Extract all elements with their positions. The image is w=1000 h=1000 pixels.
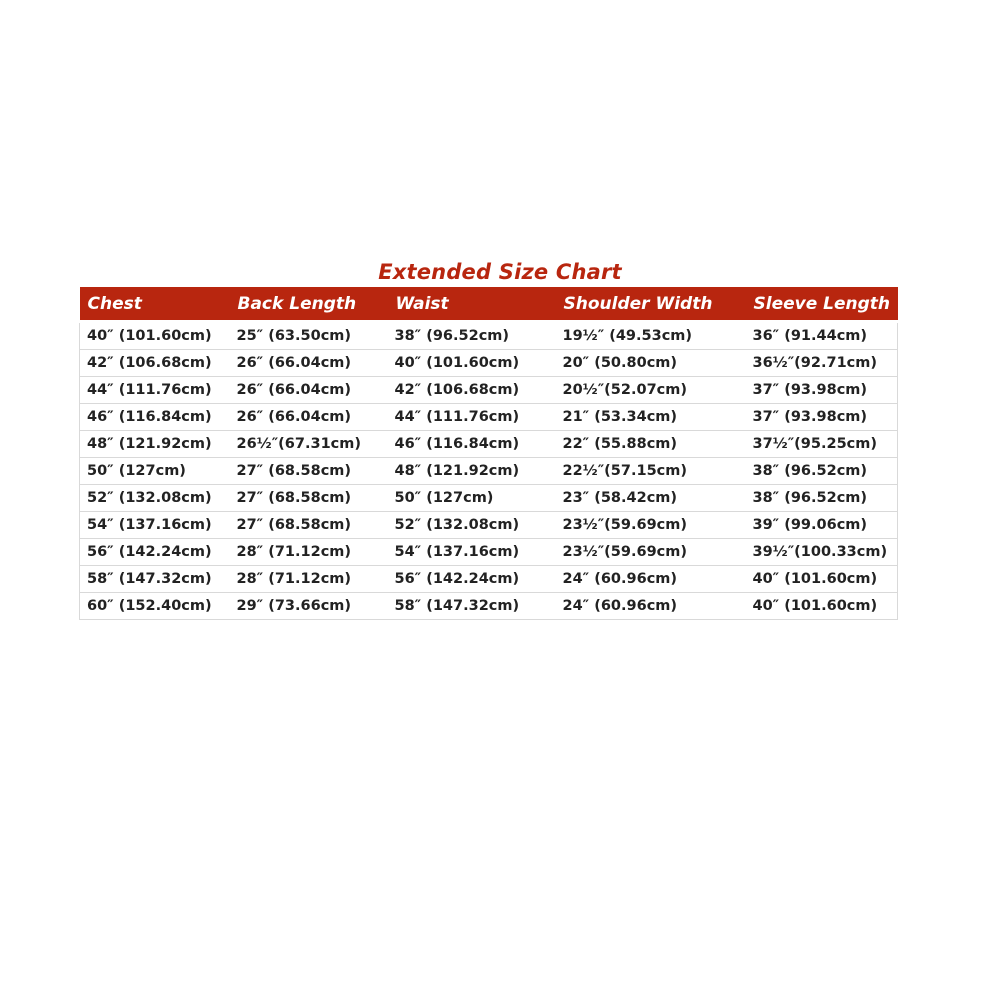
cell-sleeve-length: 36″ (91.44cm) [746,322,898,350]
cell-back-length: 28″ (71.12cm) [230,566,388,593]
cell-shoulder-width: 22″ (55.88cm) [556,431,746,458]
cell-sleeve-length: 37″ (93.98cm) [746,404,898,431]
cell-back-length: 26½″(67.31cm) [230,431,388,458]
cell-waist: 38″ (96.52cm) [388,322,556,350]
cell-chest: 46″ (116.84cm) [80,404,230,431]
cell-back-length: 27″ (68.58cm) [230,485,388,512]
chart-title: Extended Size Chart [378,260,622,284]
cell-shoulder-width: 20½″(52.07cm) [556,377,746,404]
table-row [80,350,898,377]
header-chest: Chest [80,287,230,322]
cell-chest: 60″ (152.40cm) [80,593,230,620]
table-body [80,322,898,620]
table-row [80,377,898,404]
cell-shoulder-width: 21″ (53.34cm) [556,404,746,431]
cell-waist: 40″ (101.60cm) [388,350,556,377]
table-row [80,512,898,539]
table-row [80,404,898,431]
header-back-length: Back Length [230,287,388,322]
cell-waist: 48″ (121.92cm) [388,458,556,485]
cell-sleeve-length: 40″ (101.60cm) [746,593,898,620]
cell-sleeve-length: 38″ (96.52cm) [746,458,898,485]
cell-chest: 54″ (137.16cm) [80,512,230,539]
table-row [80,485,898,512]
cell-shoulder-width: 22½″(57.15cm) [556,458,746,485]
header-waist: Waist [388,287,556,322]
cell-waist: 42″ (106.68cm) [388,377,556,404]
cell-chest: 56″ (142.24cm) [80,539,230,566]
cell-back-length: 27″ (68.58cm) [230,458,388,485]
cell-shoulder-width: 23″ (58.42cm) [556,485,746,512]
cell-sleeve-length: 36½″(92.71cm) [746,350,898,377]
cell-shoulder-width: 23½″(59.69cm) [556,539,746,566]
table-row [80,431,898,458]
cell-shoulder-width: 24″ (60.96cm) [556,566,746,593]
table-header-row [80,287,898,322]
cell-chest: 48″ (121.92cm) [80,431,230,458]
table-row [80,458,898,485]
header-shoulder-width: Shoulder Width [556,287,746,322]
cell-chest: 50″ (127cm) [80,458,230,485]
cell-waist: 56″ (142.24cm) [388,566,556,593]
cell-chest: 44″ (111.76cm) [80,377,230,404]
cell-back-length: 26″ (66.04cm) [230,350,388,377]
cell-waist: 52″ (132.08cm) [388,512,556,539]
cell-back-length: 29″ (73.66cm) [230,593,388,620]
cell-sleeve-length: 40″ (101.60cm) [746,566,898,593]
cell-waist: 58″ (147.32cm) [388,593,556,620]
cell-back-length: 26″ (66.04cm) [230,377,388,404]
cell-sleeve-length: 37½″(95.25cm) [746,431,898,458]
cell-back-length: 26″ (66.04cm) [230,404,388,431]
cell-waist: 54″ (137.16cm) [388,539,556,566]
cell-shoulder-width: 23½″(59.69cm) [556,512,746,539]
cell-shoulder-width: 20″ (50.80cm) [556,350,746,377]
size-chart-table [79,287,898,620]
cell-chest: 42″ (106.68cm) [80,350,230,377]
cell-sleeve-length: 39½″(100.33cm) [746,539,898,566]
cell-back-length: 27″ (68.58cm) [230,512,388,539]
cell-back-length: 25″ (63.50cm) [230,322,388,350]
cell-waist: 50″ (127cm) [388,485,556,512]
table-row [80,593,898,620]
cell-sleeve-length: 37″ (93.98cm) [746,377,898,404]
table-row [80,566,898,593]
table-row [80,539,898,566]
table-row [80,322,898,350]
cell-sleeve-length: 39″ (99.06cm) [746,512,898,539]
header-sleeve-length: Sleeve Length [746,287,898,322]
cell-chest: 58″ (147.32cm) [80,566,230,593]
cell-shoulder-width: 19½″ (49.53cm) [556,322,746,350]
cell-sleeve-length: 38″ (96.52cm) [746,485,898,512]
cell-chest: 52″ (132.08cm) [80,485,230,512]
cell-chest: 40″ (101.60cm) [80,322,230,350]
cell-waist: 44″ (111.76cm) [388,404,556,431]
cell-back-length: 28″ (71.12cm) [230,539,388,566]
cell-shoulder-width: 24″ (60.96cm) [556,593,746,620]
cell-waist: 46″ (116.84cm) [388,431,556,458]
